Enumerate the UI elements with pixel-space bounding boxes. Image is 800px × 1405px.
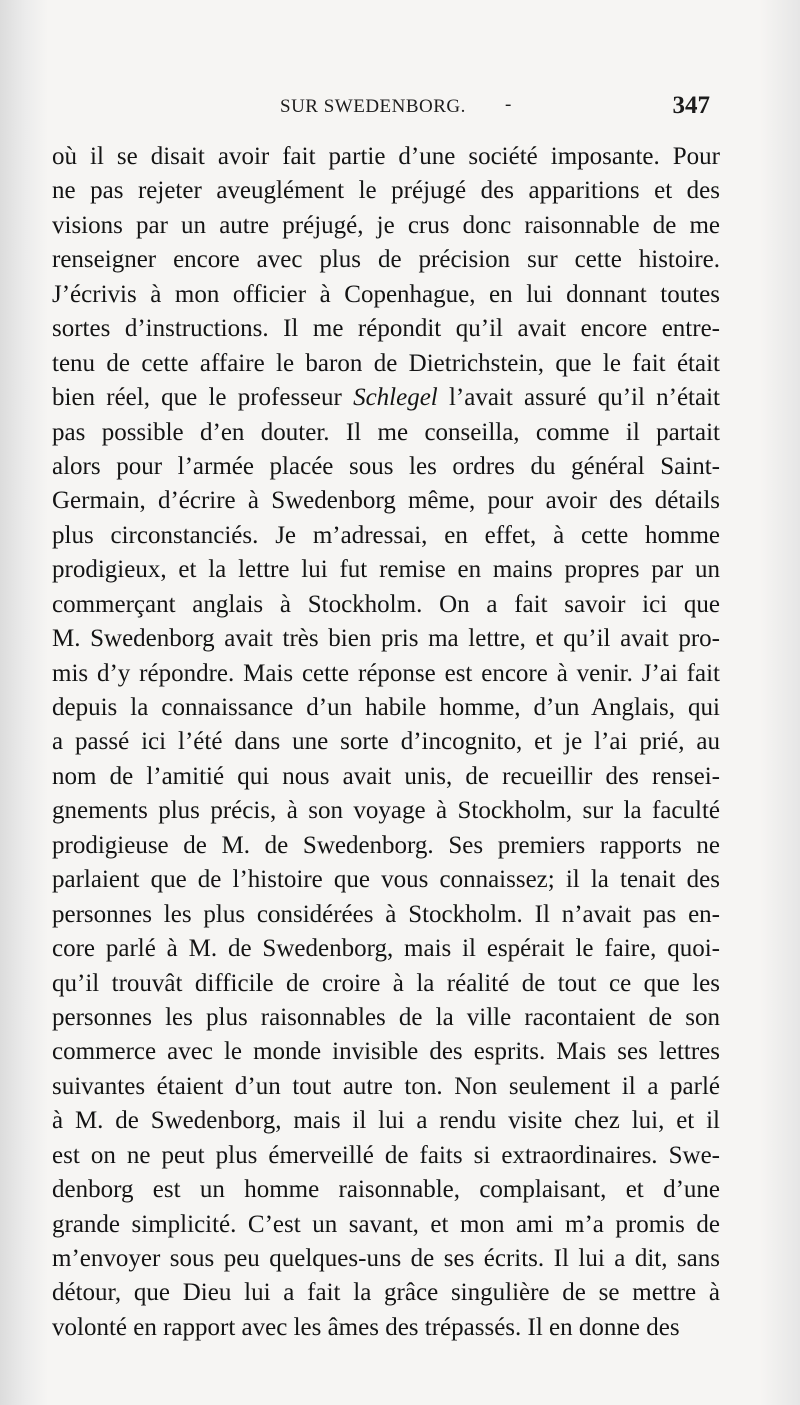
text-line: [52, 1035, 720, 1069]
text-line: [52, 312, 720, 346]
line-text: core parlé à M. de Swedenborg, mais il espérait le faire, quoi-: [52, 935, 720, 963]
line-text: mis d’y répondre. Mais cette réponse est encore à venir. J’ai fait: [52, 659, 720, 687]
text-line: [52, 1173, 720, 1207]
line-text: où il se disait avoir fait partie d’une société imposante. Pour: [52, 143, 720, 170]
line-text: J’écrivis à mon officier à Copenhague, en lui donnant toutes: [52, 280, 720, 308]
text-line: [52, 967, 720, 1001]
text-line: [52, 1070, 720, 1104]
line-text: plus circonstanciés. Je m’adressai, en effet, à cette homme: [52, 521, 720, 549]
line-text: a passé ici l’été dans une sorte d’incognito, et je l’ai prié, au: [52, 728, 720, 756]
line-text: qu’il trouvât difficile de croire à la réalité de tout ce que les: [52, 969, 720, 997]
running-title: SUR SWEDENBORG.: [280, 96, 466, 117]
line-text: bien réel, que le professeur: [52, 384, 354, 412]
text-line: [52, 381, 720, 415]
line-text: gnements plus précis, à son voyage à Stockholm, sur la faculté: [52, 797, 720, 825]
running-separator: -: [505, 94, 512, 115]
line-text: à M. de Swedenborg, mais il lui a rendu visite chez lui, et il: [52, 1107, 720, 1135]
line-text: personnes les plus raisonnables de la ville racontaient de son: [52, 1003, 720, 1031]
text-line: [52, 794, 720, 828]
text-line: [52, 725, 720, 759]
text-line: [52, 622, 720, 656]
line-text: depuis la connaissance d’un habile homme, d’un Anglais, qui: [52, 694, 720, 721]
line-text: sortes d’instructions. Il me répondit qu’il avait encore entre-: [52, 315, 720, 343]
text-line: [52, 416, 720, 450]
line-text: est on ne peut plus émerveillé de faits si extraordinaires. Swe-: [52, 1141, 720, 1169]
running-head: [52, 92, 710, 122]
text-line: [52, 1311, 720, 1345]
line-text: pas possible d’en douter. Il me conseilla, comme il partait: [52, 418, 720, 446]
text-line: [52, 932, 720, 966]
line-text: visions par un autre préjugé, je crus donc raisonnable de me: [52, 211, 720, 239]
line-text: volonté en rapport avec les âmes des trépassés. Il en donne des: [52, 1313, 680, 1341]
text-line: [52, 1001, 720, 1035]
text-line: [52, 278, 720, 312]
line-text: denborg est un homme raisonnable, complaisant, et d’une: [52, 1176, 720, 1204]
text-line: [52, 1276, 720, 1310]
text-line: [52, 1104, 720, 1138]
page-number: 347: [672, 92, 710, 119]
text-line: [52, 588, 720, 622]
line-text: commerce avec le monde invisible des esprits. Mais ses lettres: [52, 1038, 720, 1066]
line-text: commerçant anglais à Stockholm. On a fait savoir ici que: [52, 590, 720, 618]
text-line: [52, 140, 720, 174]
text-line: [52, 174, 720, 208]
text-line: [52, 484, 720, 518]
line-text: personnes les plus considérées à Stockholm. Il n’avait pas en-: [52, 900, 720, 928]
text-line: [52, 657, 720, 691]
line-text: m’envoyer sous peu quelques-uns de ses écrits. Il lui a dit, sans: [52, 1245, 720, 1272]
line-text: suivantes étaient d’un tout autre ton. Non seulement il a parlé: [52, 1072, 720, 1100]
body-text: [52, 140, 720, 1345]
text-line: [52, 519, 720, 553]
line-text: Germain, d’écrire à Swedenborg même, pour avoir des détails: [52, 487, 720, 515]
line-text: tenu de cette affaire le baron de Dietrichstein, que le fait était: [52, 349, 720, 377]
text-line: [52, 347, 720, 381]
text-line: [52, 829, 720, 863]
line-text: parlaient que de l’histoire que vous connaissez; il la tenait des: [52, 866, 720, 894]
text-line: [52, 1242, 720, 1276]
text-line: [52, 1139, 720, 1173]
text-line: [52, 553, 720, 587]
line-text: grande simplicité. C’est un savant, et mon ami m’a promis de: [52, 1210, 720, 1238]
line-text: prodigieux, et la lettre lui fut remise en mains propres par un: [52, 556, 720, 584]
line-text: l’avait assuré qu’il n’était: [437, 384, 720, 412]
text-line: [52, 209, 720, 243]
line-text: prodigieuse de M. de Swedenborg. Ses premiers rapports ne: [52, 831, 720, 859]
line-text: renseigner encore avec plus de précision sur cette histoire.: [52, 246, 720, 274]
text-line: [52, 863, 720, 897]
text-line: [52, 450, 720, 484]
text-line: [52, 898, 720, 932]
text-line: [52, 691, 720, 725]
line-text: détour, que Dieu lui a fait la grâce singulière de se mettre à: [52, 1279, 720, 1307]
line-text: nom de l’amitié qui nous avait unis, de recueillir des rensei-: [52, 762, 720, 790]
italic-text: Schlegel: [353, 384, 438, 412]
line-text: ne pas rejeter aveuglément le préjugé des apparitions et des: [52, 177, 720, 205]
text-line: [52, 243, 720, 277]
line-text: alors pour l’armée placée sous les ordres du général Saint-: [52, 452, 720, 480]
line-text: M. Swedenborg avait très bien pris ma lettre, et qu’il avait pro-: [52, 625, 720, 653]
text-line: [52, 1208, 720, 1242]
text-line: [52, 760, 720, 794]
